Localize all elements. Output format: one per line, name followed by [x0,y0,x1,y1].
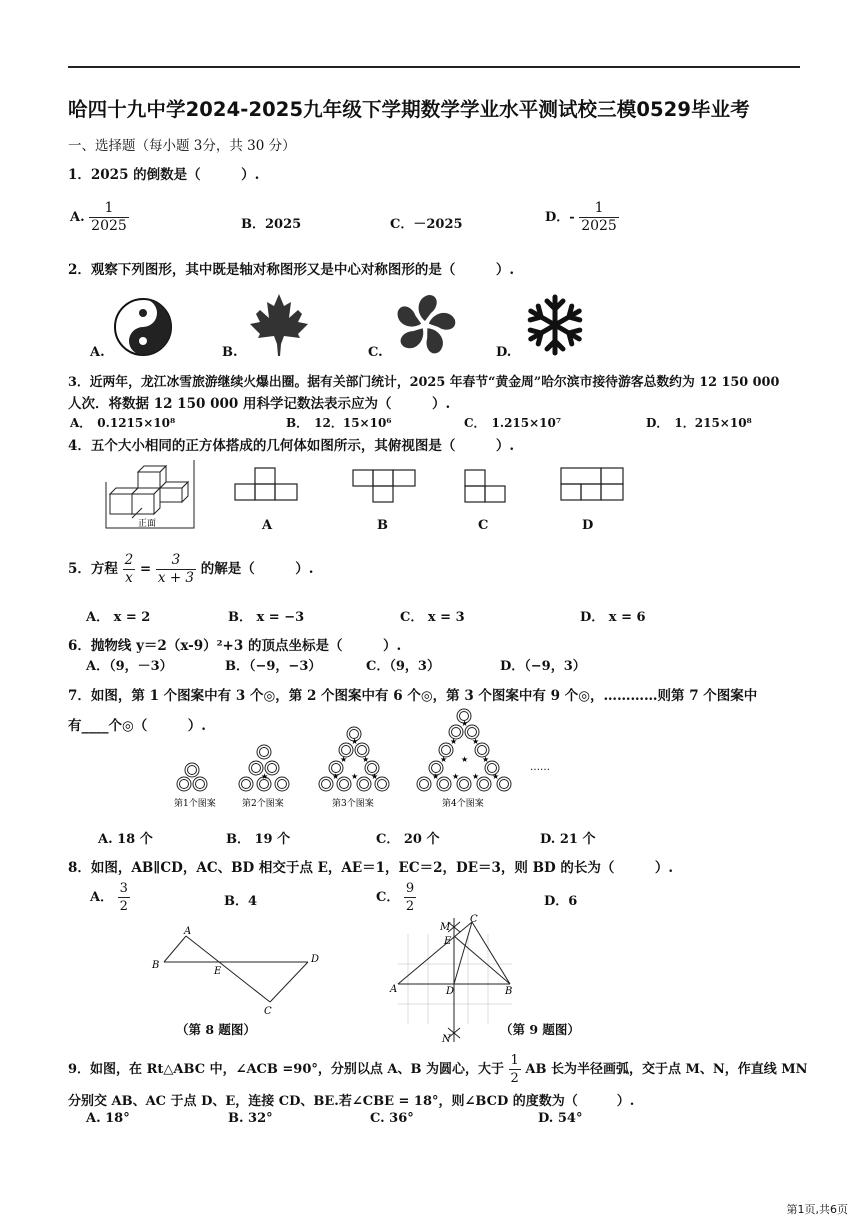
q9-option-a: A. 18° [86,1111,130,1126]
q9-point-e: E [444,936,452,947]
q8-point-b: B [152,960,160,971]
svg-text:★: ★ [432,772,440,781]
page-number: 第1页,共6页 [786,1203,848,1216]
q5-stem-post: 的解是（ ）. [200,561,314,577]
q4-view-a [234,466,300,502]
q6-option-b: B．（−9，−3） [225,659,322,674]
q9-option-d: D. 54° [538,1111,583,1126]
q9-option-c: C. 36° [370,1111,414,1126]
q8-option-c [376,880,416,915]
q6-option-d: D．（−9，3） [500,659,586,674]
q8-option-b: B．4 [224,894,258,909]
q7-option-d: D. 21 个 [540,832,596,847]
q8-option-d: D．6 [544,894,578,909]
q3-line1: 3．近两年，龙江冰雪旅游继续火爆出圈。据有关部门统计，2025 年春节“黄金周”哈尔滨市接待游客总数约为 12 150 000 [68,375,780,390]
q8-point-a: A [184,926,192,937]
q7-caption-1: 第1个图案 [174,799,216,809]
q9-line1-pre: 9．如图，在 Rt△ABC 中，∠ACB =90°，分别以点 A、B 为圆心，大于 [68,1062,505,1077]
q2-option-c: C. [368,345,383,360]
q9-line2: 分别交 AB、AC 于点 D、E，连接 CD、BE.若∠CBE = 18°，则∠BCD 的度数为（ ）. [68,1094,635,1109]
q5-fraction-2: $\frac{3}{x + 3}$ [157,552,195,586]
page-title: 哈四十九中学2024-2025九年级下学期数学学业水平测试校三模0529毕业考 [68,98,750,121]
q9-half-fraction: $\frac{1}{2}$ [510,1053,519,1086]
q3-option-b: B． 12．15×10⁶ [286,416,392,430]
maple-leaf-icon [246,292,312,358]
svg-text:★: ★ [492,772,500,781]
q9-option-b: B. 32° [228,1111,273,1126]
q9-point-d: D [446,986,455,997]
q1-option-c: C．－2025 [390,217,463,232]
q5-stem-pre: 5．方程 [68,561,118,577]
q4-view-d [560,466,626,502]
svg-text:★: ★ [351,772,359,781]
yin-yang-icon [112,296,174,358]
q4-front-label: 正面 [138,519,157,529]
q8-point-d: D [311,954,320,965]
q9-point-n: N [442,1034,451,1045]
q1-option-a [70,200,129,235]
svg-text:★: ★ [362,755,370,764]
snowflake-icon [522,292,588,358]
q4-view-c [464,468,510,504]
q7-option-c: C． 20 个 [376,832,440,847]
q5-stem [68,552,313,587]
q6-option-c: C．（9，3） [366,659,440,674]
svg-text:★: ★ [371,772,379,781]
q4-option-a: A [262,518,273,533]
q8-figure [146,920,332,1016]
q2-option-a: A. [90,345,105,360]
q3-option-d: D． 1．215×10⁸ [646,416,752,430]
svg-text:★: ★ [461,755,469,764]
q5-option-d: D． x = 6 [580,610,646,625]
q9-point-c: C [470,914,478,925]
q3-line2: 人次．将数据 12 150 000 用科学记数法表示应为（ ）. [68,396,451,412]
q9-point-m: M [440,922,451,933]
q8-figure-caption: （第 8 题图） [176,1022,256,1037]
svg-text:★: ★ [450,737,458,746]
q2-stem: 2．观察下列图形，其中既是轴对称图形又是中心对称图形的是（ ）. [68,262,515,278]
q5-fraction-1: $\frac{2}{x}$ [124,552,134,586]
q9-figure-caption: （第 9 题图） [500,1022,580,1037]
q7-caption-3: 第3个图案 [332,799,374,809]
svg-text:★: ★ [472,737,480,746]
header-rule [68,66,800,68]
q2-option-d: D. [496,345,512,360]
q1-stem: 1．2025 的倒数是（ ）. [68,167,260,183]
q7-ellipsis: …… [530,762,550,773]
q7-caption-4: 第4个图案 [442,799,484,809]
q8-stem: 8．如图，AB∥CD，AC、BD 相交于点 E，AE＝1，EC＝2，DE＝3，则 BD 的长为（ ）. [68,860,674,876]
q3-option-a: A． 0.1215×10⁸ [70,416,176,430]
svg-text:★: ★ [440,755,448,764]
q4-solid-figure [102,458,198,532]
q8-option-a [90,880,130,915]
svg-text:★: ★ [261,772,269,781]
q4-option-d: D [582,518,594,533]
q7-pattern-figure [160,706,560,814]
svg-text:★: ★ [461,719,469,728]
q5-equals: = [139,561,152,577]
q4-stem: 4．五个大小相同的正方体搭成的几何体如图所示，其俯视图是（ ）. [68,438,515,454]
section-heading: 一、选择题（每小题 3分，共 30 分） [68,138,296,154]
q7-option-b: B． 19 个 [226,832,291,847]
q1-d-fraction: $\frac{1}{2025}$ [581,200,617,234]
svg-text:★: ★ [472,772,480,781]
q7-caption-2: 第2个图案 [242,799,284,809]
q6-option-a: A．（9，－3） [86,659,173,674]
svg-text:★: ★ [452,772,460,781]
q4-option-b: B [377,518,388,533]
q5-option-c: C． x = 3 [400,610,465,625]
q9-point-b: B [505,986,513,997]
q1-a-label: A. [70,210,85,225]
q5-option-a: A． x = 2 [86,610,151,625]
q8-point-c: C [264,1006,272,1016]
q8-a-fraction: $\frac{3}{2}$ [119,881,128,914]
q8-c-fraction: $\frac{9}{2}$ [405,881,415,914]
q8-c-label: C． [376,890,400,905]
q3-option-c: C． 1.215×10⁷ [464,416,562,430]
q7-line1: 7．如图，第 1 个图案中有 3 个◎，第 2 个图案中有 6 个◎，第 3 个图案中有 9 个◎，…………则第 7 个图案中 [68,688,758,704]
q2-option-b: B. [222,345,238,360]
q9-point-a: A [390,984,398,995]
svg-text:★: ★ [332,772,340,781]
bauhinia-flower-icon [392,292,458,358]
q1-a-fraction: $\frac{1}{2025}$ [91,200,127,234]
q4-view-b [352,468,418,504]
q7-option-a: A. 18 个 [98,832,153,847]
q9-line1-post: AB 长为半径画弧，交于点 M、N，作直线 MN [525,1062,808,1077]
q4-option-c: C [478,518,489,533]
svg-text:★: ★ [340,755,348,764]
svg-text:★: ★ [482,755,490,764]
q5-option-b: B． x = −3 [228,610,305,625]
q6-stem: 6．抛物线 y＝2（x-9）²+3 的顶点坐标是（ ）. [68,638,402,654]
q8-point-e: E [214,966,222,977]
q1-option-d [545,200,619,235]
svg-text:★: ★ [351,737,359,746]
q1-d-label: D．- [545,210,575,225]
q8-a-label: A． [90,890,114,905]
q7-line2: 有____个◎（ ）. [68,718,206,734]
q9-line1 [68,1052,808,1087]
q1-option-b: B．2025 [241,217,302,232]
